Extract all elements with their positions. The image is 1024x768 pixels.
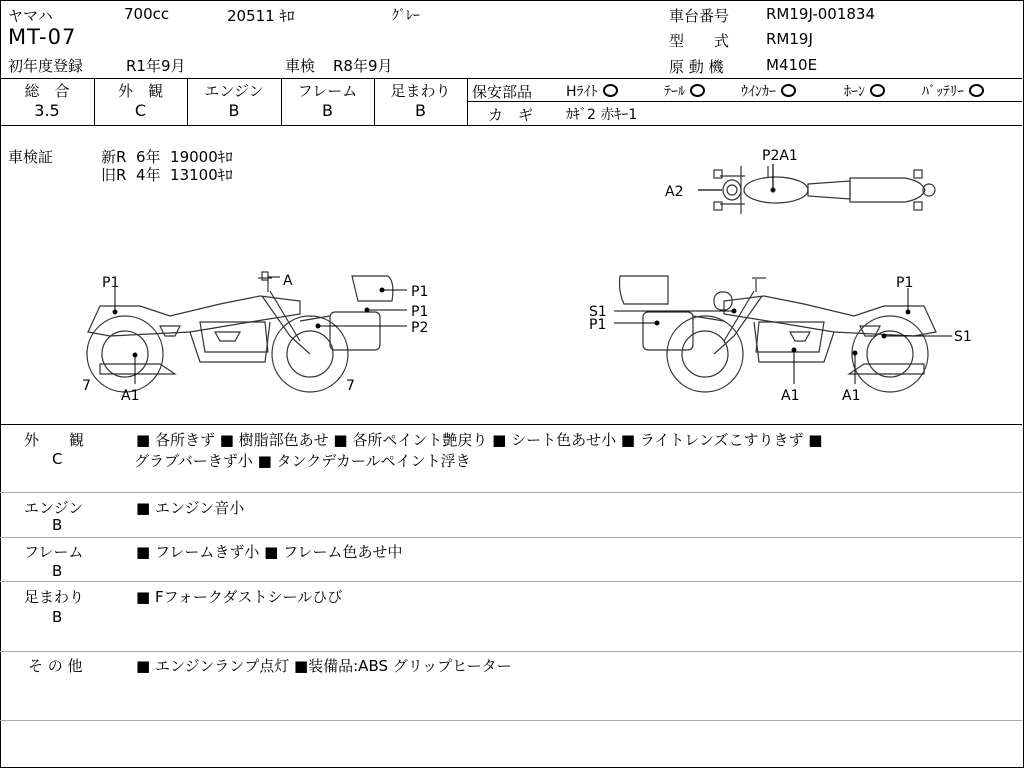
- ok-circle-icon: [781, 84, 796, 97]
- suspension-grade-label: 足まわり: [390, 82, 451, 100]
- safety-item-winker: ｳｲﾝｶｰ: [741, 81, 796, 101]
- displacement: 700cc: [124, 5, 170, 23]
- diagram-label: A1: [781, 388, 800, 404]
- first-registration-label: 初年度登録: [8, 57, 84, 75]
- safety-item-headlight: Hﾗｲﾄ: [566, 81, 618, 101]
- ok-circle-icon: [870, 84, 885, 97]
- remarks-divider: [0, 720, 1022, 721]
- safety-item-tail: ﾃｰﾙ: [664, 81, 705, 101]
- frame-grade-value: B: [322, 101, 333, 120]
- certificate-old: 旧R 4年 13100ｷﾛ: [101, 166, 233, 184]
- diagram-label: P1: [411, 304, 429, 320]
- remarks-divider: [0, 581, 1022, 582]
- diagram-label: P1: [102, 275, 120, 291]
- type-value: RM19J: [766, 30, 813, 48]
- remark-suspension-label: 足まわり: [24, 588, 85, 606]
- engine-grade-label: エンジン: [204, 82, 264, 100]
- diagram-label: S1: [954, 329, 972, 345]
- remark-exterior-line-2: グラブバーきず小 ■ タンクデカールペイント浮き: [134, 452, 471, 470]
- remark-exterior-line-1: ■ 各所きず ■ 樹脂部色あせ ■ 各所ペイント艶戻り ■ シート色あせ小 ■ ライトレンズこすりきず ■: [136, 431, 823, 449]
- diagram-label: P1: [411, 284, 429, 300]
- certificate-label: 車検証: [8, 148, 54, 166]
- diagram-label: A2: [665, 184, 684, 200]
- diagram-label: P1: [589, 317, 607, 333]
- right-side-view-bike: [620, 276, 937, 392]
- ok-circle-icon: [690, 84, 705, 97]
- left-leader-lines: [113, 277, 407, 384]
- remark-other-line-1: ■ エンジンランプ点灯 ■装備品:ABS グリップヒーター: [136, 657, 512, 675]
- inspection-value: R8年9月: [333, 57, 393, 75]
- remark-exterior-label: 外 観: [24, 431, 85, 449]
- engine-model-label: 原 動 機: [669, 58, 724, 76]
- remark-frame-label: フレーム: [24, 543, 84, 561]
- remark-suspension-grade: B: [52, 608, 63, 626]
- remarks-top: [0, 424, 1022, 425]
- safety-parts-label: 保安部品: [472, 83, 533, 101]
- remark-engine-line-1: ■ エンジン音小: [136, 499, 245, 517]
- key-value: ｶｷﾞ2 赤ｷｰ1: [566, 107, 638, 123]
- left-side-view-bike: [87, 272, 393, 392]
- ok-circle-icon: [969, 84, 984, 97]
- remark-other-label: そ の 他: [28, 657, 83, 675]
- frame-number-value: RM19J-001834: [766, 5, 876, 23]
- diagram-label: A: [283, 273, 293, 289]
- safety-item-battery: ﾊﾞｯﾃﾘｰ: [922, 81, 984, 101]
- mileage: 20511 ｷﾛ: [227, 7, 295, 25]
- remarks-divider: [0, 537, 1022, 538]
- exterior-grade-value: C: [134, 101, 147, 120]
- certificate-new: 新R 6年 19000ｷﾛ: [101, 148, 233, 166]
- remarks-divider: [0, 651, 1022, 652]
- diagram-label: 7: [346, 378, 355, 394]
- right-leader-lines: [614, 288, 952, 384]
- color: ｸﾞﾚｰ: [392, 8, 420, 24]
- safety-item-horn: ﾎｰﾝ: [844, 81, 885, 101]
- exterior-grade-label: 外 観: [117, 82, 163, 100]
- remarks-divider: [0, 492, 1022, 493]
- frame-number-label: 車台番号: [669, 7, 730, 25]
- model-name: MT-07: [8, 25, 77, 49]
- remark-engine-label: エンジン: [24, 499, 84, 517]
- remark-frame-line-1: ■ フレームきず小 ■ フレーム色あせ中: [136, 543, 403, 561]
- diagram-label: A1: [121, 388, 140, 404]
- diagram-label: 7: [82, 378, 91, 394]
- first-registration-value: R1年9月: [126, 57, 186, 75]
- type-label: 型 式: [669, 32, 730, 50]
- remark-exterior-grade: C: [52, 450, 63, 468]
- maker: ヤマハ: [8, 7, 53, 25]
- diagram-label: P2A1: [762, 148, 798, 164]
- key-label: カ ギ: [488, 106, 534, 124]
- engine-model-value: M410E: [766, 56, 818, 74]
- top-view-bike: [698, 164, 935, 214]
- suspension-grade-value: B: [415, 101, 426, 120]
- remark-frame-grade: B: [52, 562, 63, 580]
- diagram-label: P2: [411, 320, 429, 336]
- remark-suspension-line-1: ■ Fフォークダストシールひび: [136, 588, 343, 606]
- engine-grade-value: B: [228, 101, 240, 120]
- remark-engine-grade: B: [52, 516, 63, 534]
- diagram-label: S1: [589, 304, 607, 320]
- grade-table-top: [0, 78, 1022, 79]
- motorcycle-diagram: [0, 126, 1024, 424]
- total-grade-value: 3.5: [34, 101, 60, 120]
- ok-circle-icon: [603, 84, 618, 97]
- safety-row-divider: [467, 101, 1022, 102]
- total-grade-label: 総 合: [24, 82, 70, 100]
- inspection-label: 車検: [285, 57, 316, 75]
- diagram-label: A1: [842, 388, 861, 404]
- frame-grade-label: フレーム: [297, 82, 358, 100]
- diagram-label: P1: [896, 275, 914, 291]
